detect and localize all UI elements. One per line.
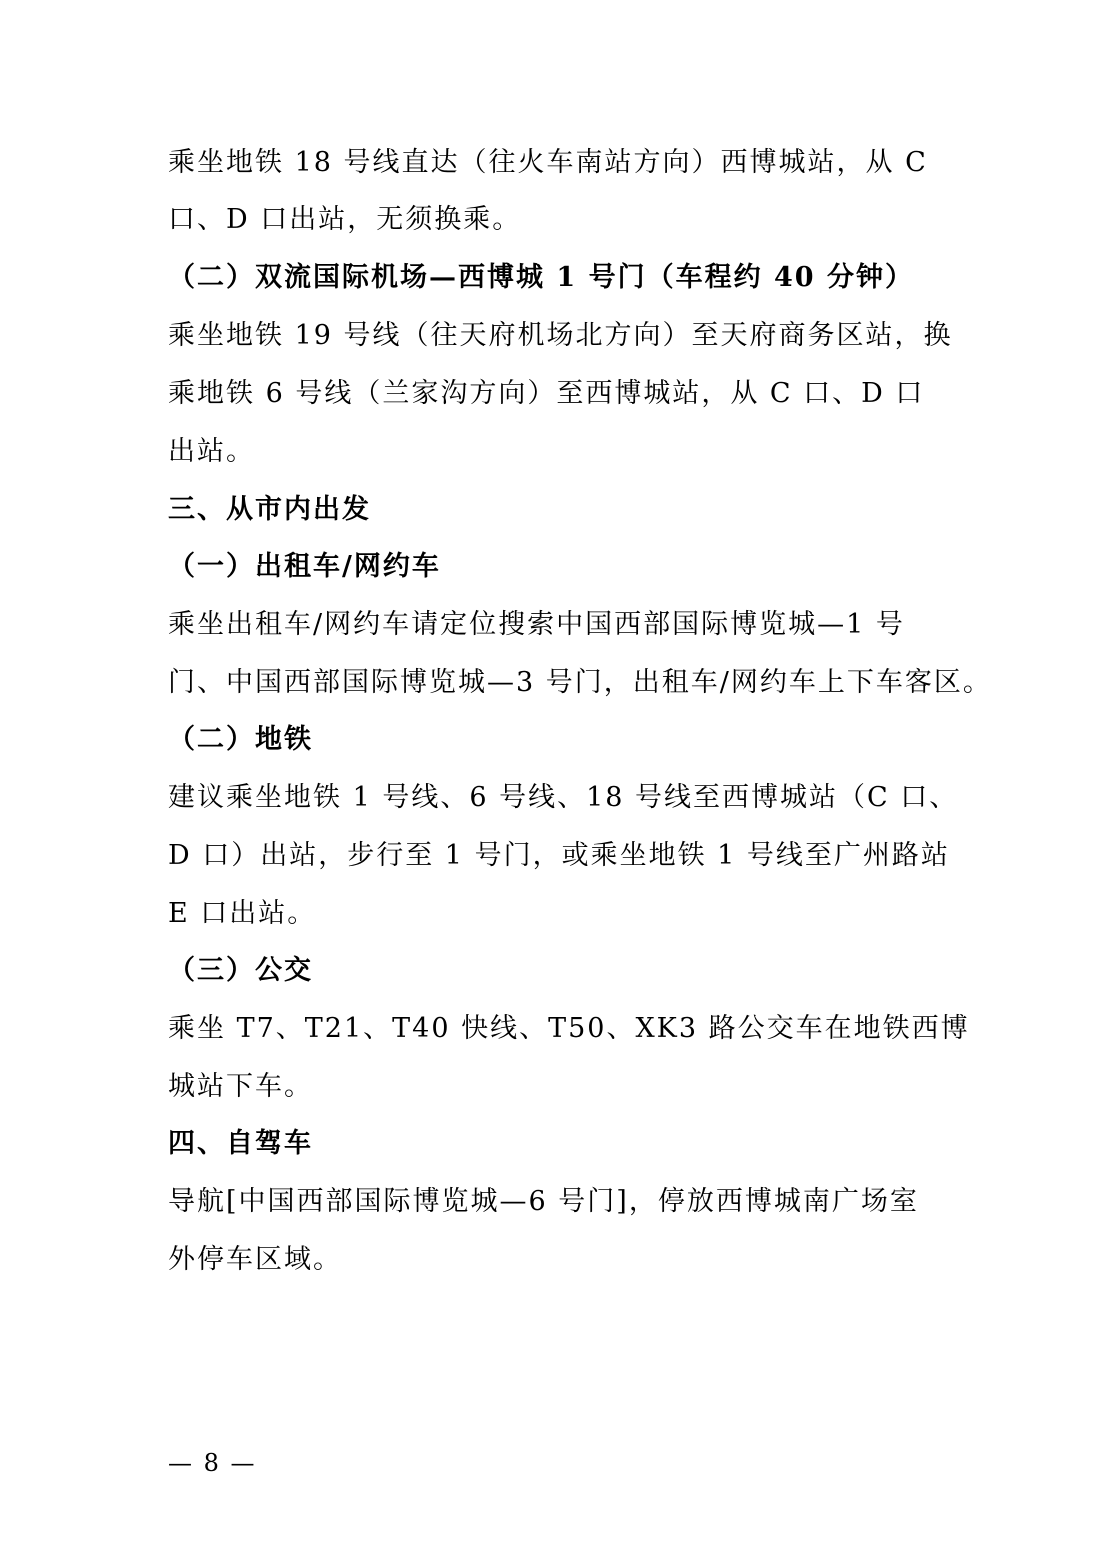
paragraph-line: 外停车区域。 [168,1244,342,1275]
section-heading-city: 三、从市内出发 [168,494,371,525]
subheading-airport-route: （二）双流国际机场—西博城 1 号门（车程约 40 分钟） [168,262,914,293]
paragraph-line: D 口）出站，步行至 1 号门，或乘坐地铁 1 号线至广州路站 [168,840,950,871]
subheading-taxi: （一）出租车/网约车 [168,551,441,582]
paragraph-line: E 口出站。 [168,898,317,929]
paragraph-line: 乘坐地铁 19 号线（往天府机场北方向）至天府商务区站，换 [168,320,953,351]
paragraph-line: 乘坐出租车/网约车请定位搜索中国西部国际博览城—1 号 [168,609,905,640]
subheading-metro: （二）地铁 [168,724,313,755]
paragraph-line: 口、D 口出站，无须换乘。 [168,204,522,235]
paragraph-line: 乘坐 T7、T21、T40 快线、T50、XK3 路公交车在地铁西博 [168,1013,970,1044]
paragraph-line: 建议乘坐地铁 1 号线、6 号线、18 号线至西博城站（C 口、 [168,782,959,813]
section-heading-driving: 四、自驾车 [168,1128,313,1159]
subheading-bus: （三）公交 [168,955,313,986]
paragraph-line: 导航[中国西部国际博览城—6 号门]，停放西博城南广场室 [168,1186,919,1217]
paragraph-line: 乘坐地铁 18 号线直达（往火车南站方向）西博城站，从 C [168,147,928,178]
paragraph-line: 城站下车。 [168,1071,313,1102]
paragraph-line: 出站。 [168,436,255,467]
page-number: — 8 — [168,1449,257,1477]
paragraph-line: 门、中国西部国际博览城—3 号门，出租车/网约车上下车客区。 [168,667,992,698]
paragraph-line: 乘地铁 6 号线（兰家沟方向）至西博城站，从 C 口、D 口 [168,378,925,409]
